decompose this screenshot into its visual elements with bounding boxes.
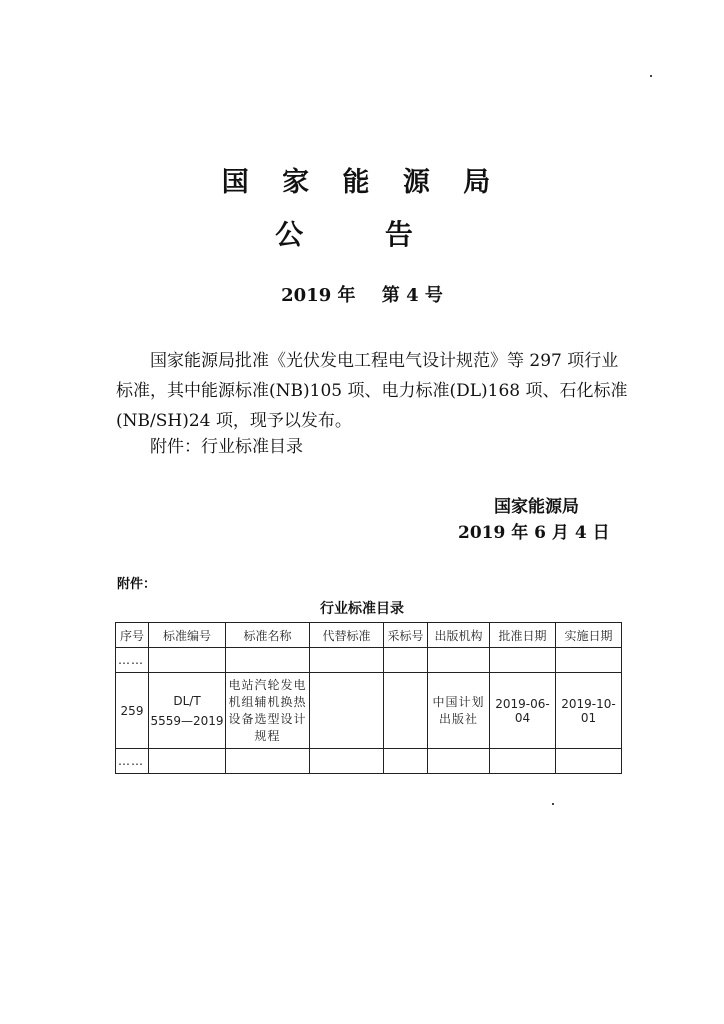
header-replaces: 代替标准 [310,623,384,648]
table-row-ellipsis-top [116,648,622,673]
signature-organization: 国家能源局 [494,497,579,517]
header-approve-date: 批准日期 [490,623,556,648]
table-row-ellipsis-bottom [116,749,622,774]
announcement-number [0,281,724,307]
row-effective-date: 2019-10-01 [556,673,622,749]
issuing-organization: 国 家 能 源 局 [221,167,503,198]
row-approve-date: 2019-06-04 [490,673,556,749]
header-publisher: 出版机构 [428,623,490,648]
announcement-body [116,346,636,436]
header-name: 标准名称 [226,623,310,648]
row-code-number: 5559—2019 [150,713,224,728]
body-line-2: 标准，其中能源标准(NB)105 项、电力标准(DL)168 项、石化标准 [116,381,628,401]
row-code-prefix: DL/T [173,693,201,708]
standards-table [115,622,622,774]
row-seq: 259 [116,673,149,749]
header-adopted: 采标号 [384,623,428,648]
row-publisher: 中国计划出版社 [428,673,490,749]
row-replaces [310,673,384,749]
attachment-label: 附件： [117,577,157,592]
announcement-year: 2019 年 [281,285,356,306]
body-line-1: 国家能源局批准《光伏发电工程电气设计规范》等 297 项行业 [150,351,619,371]
announcement-issue: 第 4 号 [381,285,443,306]
scan-speck [552,803,554,805]
header-effective-date: 实施日期 [556,623,622,648]
row-code [149,673,226,749]
signature-date: 2019 年 6 月 4 日 [458,523,610,543]
header-seq: 序号 [116,623,149,648]
row-name: 电站汽轮发电机组辅机换热设备选型设计规程 [226,673,310,749]
scan-speck [650,75,652,77]
header-code: 标准编号 [149,623,226,648]
table-header-row [116,623,622,648]
table-title: 行业标准目录 [320,601,404,617]
document-title: 公 告 [275,218,449,251]
ellipsis-cell: …… [116,749,149,774]
ellipsis-cell: …… [116,648,149,673]
attachment-note: 附件：行业标准目录 [150,437,303,457]
row-adopted [384,673,428,749]
table-row [116,673,622,749]
body-line-3: (NB/SH)24 项，现予以发布。 [116,411,352,431]
